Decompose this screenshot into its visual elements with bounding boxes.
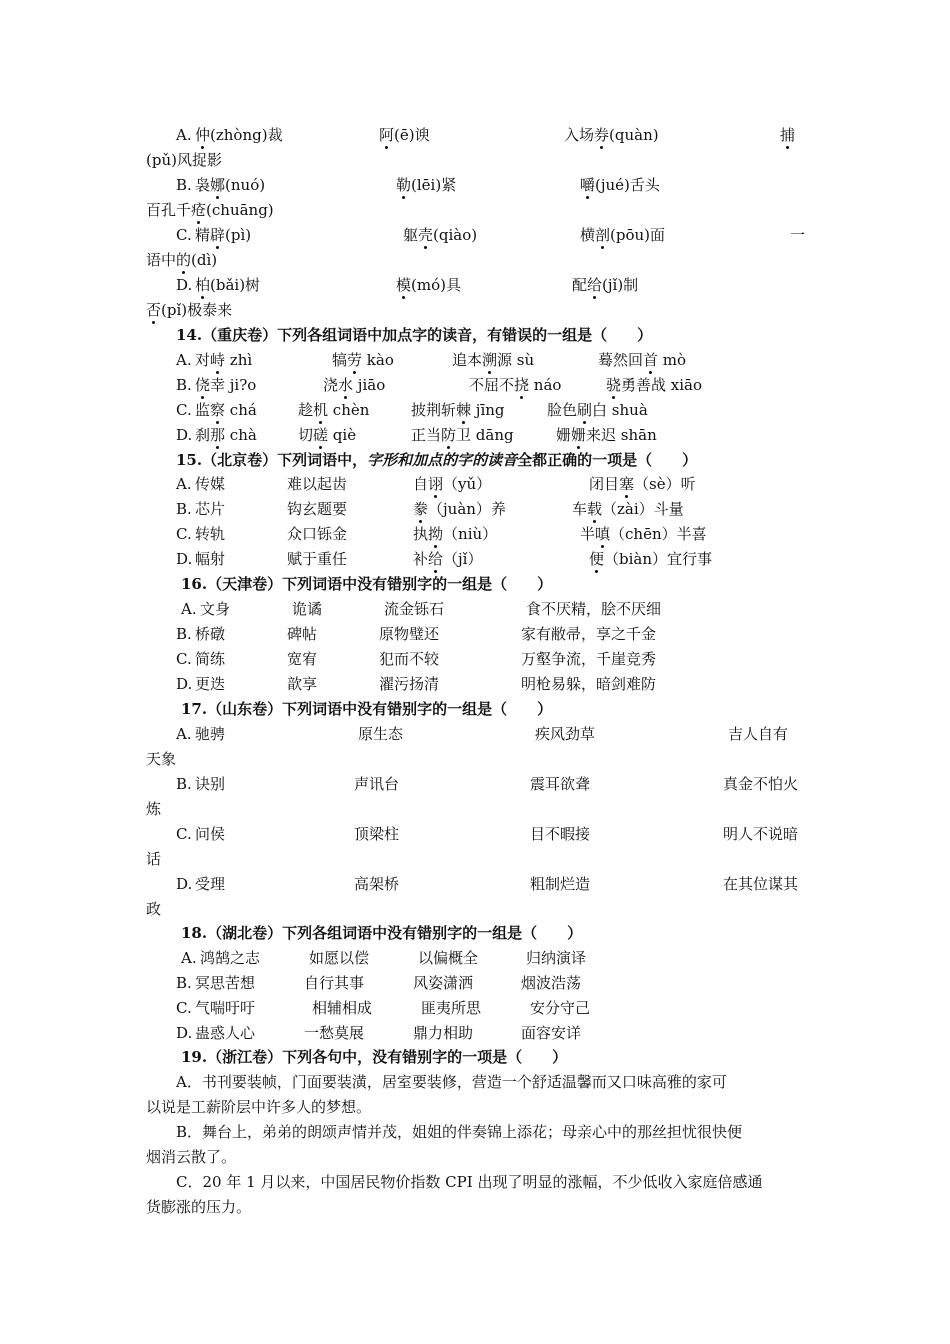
option-word xyxy=(413,549,482,569)
option-word xyxy=(413,499,506,519)
option-word: 芯片 xyxy=(195,500,226,518)
option-label: B. xyxy=(176,775,192,793)
option-word: 转轨 xyxy=(195,525,226,543)
option-word: 文身 xyxy=(200,600,231,618)
text-fragment: 袅 xyxy=(195,176,211,194)
option-word: 声讯台 xyxy=(354,775,400,793)
option-word: 如愿以偿 xyxy=(309,949,370,967)
option-word xyxy=(452,350,534,370)
emphasized-char: 劳 xyxy=(347,351,363,369)
text-fragment: (mó)具 xyxy=(411,276,461,294)
option-word xyxy=(580,225,665,245)
text-fragment: 监 xyxy=(195,401,211,419)
text-fragment: (lēi)紧 xyxy=(411,176,457,194)
emphasized-char: 仲 xyxy=(195,126,211,144)
option-word xyxy=(589,549,712,569)
text-fragment: （juàn）养 xyxy=(428,500,506,518)
emphasized-char: 模 xyxy=(396,276,412,294)
q14-title: 14.（重庆卷）下列各组词语中加点字的读音，有错误的一组是（ ） xyxy=(176,326,653,344)
option-word xyxy=(323,375,385,395)
text-fragment: náo xyxy=(529,376,562,394)
option-word: 桥礅 xyxy=(195,625,226,643)
emphasized-char: 阿 xyxy=(379,126,395,144)
text-fragment: 躯 xyxy=(403,226,419,244)
emphasized-char: 给 xyxy=(587,276,603,294)
option-word: 归纳演译 xyxy=(526,949,587,967)
text-fragment: （sè）听 xyxy=(634,475,696,493)
text-fragment: (chuāng) xyxy=(206,201,274,219)
option-word xyxy=(580,175,660,195)
option-word: 面容安详 xyxy=(521,1024,582,1042)
text-fragment: 卫 dāng xyxy=(456,426,514,444)
emphasized-char: 机 xyxy=(313,401,329,419)
option-label: D. xyxy=(176,875,193,893)
option-label: C. xyxy=(176,825,192,843)
option-word xyxy=(411,425,514,445)
emphasized-char: 否 xyxy=(146,301,162,319)
emphasized-char: 首 xyxy=(643,351,659,369)
text-fragment: 追本 xyxy=(452,351,483,369)
text-fragment: 来迟 shān xyxy=(586,426,657,444)
option-word: 一 xyxy=(790,226,806,244)
text-fragment: （chēn）半喜 xyxy=(610,525,707,543)
emphasized-char: 勒 xyxy=(396,176,412,194)
text-fragment: 正当 xyxy=(411,426,442,444)
text-fragment: kào xyxy=(362,351,394,369)
text-fragment: (pǔ)风捉影 xyxy=(146,151,222,169)
option-word: 诀别 xyxy=(195,775,226,793)
emphasized-char: 诩 xyxy=(428,475,444,493)
option-word: 鸿鹄之志 xyxy=(200,949,261,967)
text-fragment: 横 xyxy=(580,226,596,244)
text-fragment: chà xyxy=(225,426,257,444)
q17-option-b-cont: 炼 xyxy=(146,800,162,818)
option-word: 顶梁柱 xyxy=(354,825,400,843)
option-word: 宽宥 xyxy=(287,650,318,668)
text-fragment: (pǐ)极泰来 xyxy=(161,301,233,319)
text-fragment: 15.（北京卷）下列词语中， xyxy=(176,451,368,469)
emphasized-char: 峙 xyxy=(210,351,226,369)
option-word: 明人不说暗 xyxy=(723,825,799,843)
option-label: A. xyxy=(181,949,197,967)
emphasized-char: 给 xyxy=(428,550,444,568)
option-word: 在其位谋其 xyxy=(723,875,799,893)
option-word xyxy=(396,275,461,295)
emphasized-char: 挠 xyxy=(514,376,530,394)
option-word: 歆享 xyxy=(287,675,318,693)
text-fragment: 犒 xyxy=(332,351,348,369)
option-word xyxy=(379,125,430,145)
text-fragment: 闭目 xyxy=(589,475,620,493)
text-fragment: 披荆斩 xyxy=(411,401,457,419)
option-word xyxy=(195,125,283,145)
emphasized-char: 磋 xyxy=(313,426,329,444)
q17-title: 17.（山东卷）下列词语中没有错别字的一组是（ ） xyxy=(181,700,553,718)
option-word xyxy=(413,524,497,544)
option-word: 气喘吁吁 xyxy=(195,999,256,1017)
option-label: A. xyxy=(176,351,192,369)
option-word: 诡谲 xyxy=(292,600,323,618)
text-fragment: (jǐ)制 xyxy=(602,276,639,294)
text-fragment: 半 xyxy=(580,525,596,543)
emphasized-char: 塞 xyxy=(619,475,635,493)
text-fragment: 入场 xyxy=(564,126,595,144)
option-word: 真金不怕火 xyxy=(723,775,799,793)
q13-option-a-cont xyxy=(146,150,222,170)
option-label: B. xyxy=(176,176,192,194)
text-fragment: (jué)舌头 xyxy=(595,176,660,194)
option-word xyxy=(780,125,795,145)
text-fragment: （niù） xyxy=(443,525,498,543)
emphasized-char: 辟 xyxy=(210,226,226,244)
text-fragment: mò xyxy=(658,351,687,369)
option-label: C. xyxy=(176,525,192,543)
text-fragment: 字形和加点的字的读音 xyxy=(367,451,518,469)
option-label: D. xyxy=(176,675,193,693)
option-word: 更迭 xyxy=(195,675,226,693)
option-word: 一愁莫展 xyxy=(304,1024,365,1042)
text-fragment: （biàn）宜行事 xyxy=(604,550,713,568)
option-label: D. xyxy=(176,550,193,568)
text-fragment: (ē)谀 xyxy=(394,126,430,144)
q13-option-b-cont xyxy=(146,200,274,220)
text-fragment: (dì) xyxy=(191,251,218,269)
option-word: 高架桥 xyxy=(354,875,400,893)
option-word: 食不厌精，脍不厌细 xyxy=(526,600,662,618)
text-fragment: 百孔千 xyxy=(146,201,192,219)
q19-option-c-line2: 货膨涨的压力。 xyxy=(146,1198,252,1216)
option-word xyxy=(195,375,256,395)
option-word: 简练 xyxy=(195,650,226,668)
option-word: 犯而不较 xyxy=(379,650,440,668)
option-word: 驰骋 xyxy=(195,725,226,743)
text-fragment: zhì xyxy=(225,351,253,369)
option-word: 风姿潇洒 xyxy=(413,974,474,992)
option-word: 碑帖 xyxy=(287,625,318,643)
q17-option-d-cont: 政 xyxy=(146,900,162,918)
option-word xyxy=(572,275,638,295)
emphasized-char: 载 xyxy=(587,500,603,518)
text-fragment: 趁 xyxy=(298,401,314,419)
option-label: D. xyxy=(176,426,193,444)
option-label: C. xyxy=(176,999,192,1017)
option-word: 吉人自有 xyxy=(728,725,789,743)
option-label: C. xyxy=(176,226,192,244)
q19-option-b-line2: 烟消云散了。 xyxy=(146,1148,237,1166)
text-fragment: （jǐ） xyxy=(443,550,483,568)
q13-option-c-cont xyxy=(146,250,217,270)
emphasized-char: 嗔 xyxy=(595,525,611,543)
emphasized-char: 骁 xyxy=(606,376,622,394)
option-label: B. xyxy=(176,500,192,518)
text-fragment: (quàn) xyxy=(609,126,659,144)
emphasized-char: 嚼 xyxy=(580,176,596,194)
text-fragment: 浇 xyxy=(323,376,339,394)
text-fragment: 姗 xyxy=(556,426,572,444)
option-word: 以偏概全 xyxy=(418,949,479,967)
text-fragment: 勇善战 xiāo xyxy=(621,376,703,394)
text-fragment: (bǎi)树 xyxy=(210,276,261,294)
emphasized-char: 姗 xyxy=(571,426,587,444)
option-word: 烟波浩荡 xyxy=(521,974,582,992)
text-fragment: (qiào) xyxy=(433,226,478,244)
option-word xyxy=(411,400,505,420)
option-word xyxy=(396,175,456,195)
option-word: 濯污扬清 xyxy=(379,675,440,693)
emphasized-char: 刷 xyxy=(577,401,593,419)
option-word xyxy=(572,499,684,519)
text-fragment: 蓦然回 xyxy=(598,351,644,369)
option-label: A. xyxy=(176,475,192,493)
option-word: 目不暇接 xyxy=(530,825,591,843)
text-fragment: 精 xyxy=(195,226,211,244)
text-fragment: (pōu)面 xyxy=(610,226,666,244)
q15-title xyxy=(176,450,697,470)
emphasized-char: 水 xyxy=(338,376,354,394)
q17-option-a-cont: 天象 xyxy=(146,750,177,768)
option-word: 疾风劲草 xyxy=(535,725,596,743)
emphasized-char: 的 xyxy=(176,251,192,269)
option-word: 钩玄题要 xyxy=(287,500,348,518)
emphasized-char: 娜 xyxy=(210,176,226,194)
option-label: C. xyxy=(176,650,192,668)
text-fragment: 全都正确的一项是（ ） xyxy=(517,451,698,469)
text-fragment: chèn xyxy=(328,401,370,419)
emphasized-char: 疮 xyxy=(191,201,207,219)
text-fragment: jīng xyxy=(471,401,505,419)
emphasized-char: 拗 xyxy=(428,525,444,543)
option-word: 匪夷所思 xyxy=(421,999,482,1017)
text-fragment: 白 shuà xyxy=(592,401,648,419)
q18-title: 18.（湖北卷）下列各组词语中没有错别字的一组是（ ） xyxy=(181,924,583,942)
option-word xyxy=(403,225,477,245)
emphasized-char: 棘 xyxy=(456,401,472,419)
text-fragment: (pì) xyxy=(225,226,252,244)
emphasized-char: 溯 xyxy=(482,351,498,369)
emphasized-char: 豢 xyxy=(413,500,429,518)
option-word: 传媒 xyxy=(195,475,226,493)
emphasized-char: 防 xyxy=(441,426,457,444)
option-word: 粗制烂造 xyxy=(530,875,591,893)
q19-option-b-line1: B．舞台上，弟弟的朗颂声情并茂，姐姐的伴奏锦上添花；母亲心中的那丝担忧很快便 xyxy=(176,1123,743,1141)
option-label: D. xyxy=(176,276,193,294)
option-label: A. xyxy=(176,126,192,144)
option-word xyxy=(469,375,561,395)
option-label: B. xyxy=(176,376,192,394)
emphasized-char: 便 xyxy=(589,550,605,568)
option-word xyxy=(413,474,491,494)
option-word xyxy=(195,425,257,445)
option-word xyxy=(298,425,356,445)
text-fragment: 幸 ji?o xyxy=(210,376,257,394)
q13-option-d-cont xyxy=(146,300,232,320)
emphasized-char: 侥 xyxy=(195,376,211,394)
option-word: 冥思苦想 xyxy=(195,974,256,992)
text-fragment: （zài）斗量 xyxy=(602,500,684,518)
option-word: 难以起齿 xyxy=(287,475,348,493)
emphasized-char: 柏 xyxy=(195,276,211,294)
option-word: 家有敝帚，享之千金 xyxy=(521,625,657,643)
option-word xyxy=(556,425,657,445)
text-fragment: jiāo xyxy=(353,376,386,394)
option-label: B. xyxy=(176,974,192,992)
option-word: 问侯 xyxy=(195,825,226,843)
q19-title: 19.（浙江卷）下列各句中，没有错别字的一项是（ ） xyxy=(181,1048,568,1066)
option-word xyxy=(606,375,702,395)
option-word: 明枪易躲，暗剑难防 xyxy=(521,675,657,693)
text-fragment: （yǔ） xyxy=(443,475,492,493)
option-word: 安分守己 xyxy=(530,999,591,1017)
emphasized-char: 壳 xyxy=(418,226,434,244)
option-word xyxy=(298,400,369,420)
text-fragment: 补 xyxy=(413,550,429,568)
emphasized-char: 捕 xyxy=(780,126,796,144)
q19-option-c-line1: C．20 年 1 月以来，中国居民物价指数 CPI 出现了明显的涨幅，不少低收入家庭倍感通 xyxy=(176,1173,763,1191)
option-label: A. xyxy=(181,600,197,618)
text-fragment: 自 xyxy=(413,475,429,493)
text-fragment: 切 xyxy=(298,426,314,444)
option-word: 原生态 xyxy=(358,725,404,743)
option-word xyxy=(547,400,648,420)
q19-option-a-line1: A．书刊要装帧，门面要装潢，居室要装修，营造一个舒适温馨而又口味高雅的家可 xyxy=(176,1073,727,1091)
option-label: C. xyxy=(176,401,192,419)
option-word: 蛊惑人心 xyxy=(195,1024,256,1042)
option-word: 幅射 xyxy=(195,550,226,568)
q19-option-a-line2: 以说是工薪阶层中许多人的梦想。 xyxy=(146,1098,372,1116)
text-fragment: chá xyxy=(225,401,257,419)
text-fragment: 语中 xyxy=(146,251,177,269)
option-word xyxy=(195,350,252,370)
option-word: 赋于重任 xyxy=(287,550,348,568)
option-label: A. xyxy=(176,725,192,743)
text-fragment: qiè xyxy=(328,426,357,444)
option-word xyxy=(580,524,707,544)
emphasized-char: 察 xyxy=(210,401,226,419)
option-word: 自行其事 xyxy=(304,974,365,992)
option-word: 原物璧还 xyxy=(379,625,440,643)
text-fragment: 对 xyxy=(195,351,211,369)
option-word xyxy=(598,350,686,370)
option-word: 流金铄石 xyxy=(384,600,445,618)
text-fragment: (zhòng)裁 xyxy=(210,126,283,144)
text-fragment: 配 xyxy=(572,276,588,294)
option-word xyxy=(195,225,251,245)
emphasized-char: 那 xyxy=(210,426,226,444)
option-word: 相辅相成 xyxy=(312,999,373,1017)
emphasized-char: 剖 xyxy=(595,226,611,244)
option-word xyxy=(564,125,659,145)
option-word xyxy=(589,474,696,494)
option-word xyxy=(195,275,260,295)
option-word xyxy=(195,175,265,195)
text-fragment: (nuó) xyxy=(225,176,266,194)
option-label: B. xyxy=(176,625,192,643)
text-fragment: 源 sù xyxy=(497,351,535,369)
option-word: 众口铄金 xyxy=(287,525,348,543)
text-fragment: 刹 xyxy=(195,426,211,444)
option-word xyxy=(195,400,257,420)
emphasized-char: 券 xyxy=(594,126,610,144)
text-fragment: 执 xyxy=(413,525,429,543)
q17-option-c-cont: 话 xyxy=(146,850,162,868)
option-word: 受理 xyxy=(195,875,226,893)
option-word: 万壑争流，千崖竞秀 xyxy=(521,650,657,668)
option-word: 震耳欲聋 xyxy=(530,775,591,793)
text-fragment: 不屈不 xyxy=(469,376,515,394)
text-fragment: 车 xyxy=(572,500,588,518)
option-label: D. xyxy=(176,1024,193,1042)
option-word xyxy=(332,350,394,370)
option-word: 鼎力相助 xyxy=(413,1024,474,1042)
text-fragment: 脸色 xyxy=(547,401,578,419)
q16-title: 16.（天津卷）下列词语中没有错别字的一组是（ ） xyxy=(181,575,553,593)
